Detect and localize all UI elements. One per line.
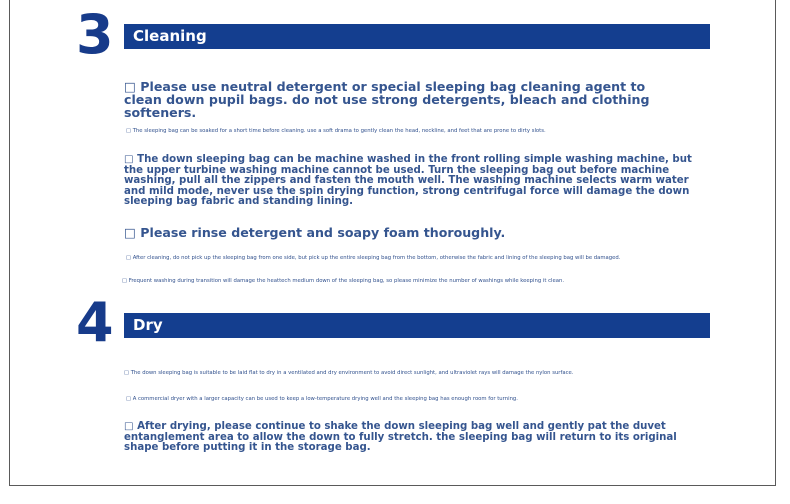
cleaning-item-pickup: □ After cleaning, do not pick up the sleeping bag from one side, but pick up the entire sleeping bag from the bottom, otherwise the fabric and lining of the sleeping bag will be damaged. bbox=[126, 255, 621, 261]
cleaning-item-machine-wash: □ The down sleeping bag can be machine washed in the front rolling simple washing machine, but the upper turbine washing machine cannot be used. Turn the sleeping bag out before machine washing, pull all the zippers and fasten the mouth well. The washing machine selects warm water and mild mode, never use the spin drying function, strong centrifugal force will damage the down sleeping bag fabric and standing lining. bbox=[124, 154, 692, 208]
section-number-3: 3 bbox=[76, 3, 114, 66]
dry-item-dryer: □ A commercial dryer with a larger capacity can be used to keep a low-temperature drying well and the sleeping bag has enough room for turning. bbox=[126, 396, 518, 402]
dry-item-flat: □ The down sleeping bag is suitable to be laid flat to dry in a ventilated and dry environment to avoid direct sunlight, and ultraviolet rays will damage the nylon surface. bbox=[124, 370, 574, 376]
section-number-4: 4 bbox=[76, 291, 114, 354]
document-frame bbox=[9, 0, 776, 486]
cleaning-item-soak: □ The sleeping bag can be soaked for a short time before cleaning. use a soft drama to gently clean the head, neckline, and feet that are prone to dirty slots. bbox=[126, 128, 546, 134]
section-header-cleaning: Cleaning bbox=[124, 24, 710, 49]
cleaning-item-rinse: □ Please rinse detergent and soapy foam thoroughly. bbox=[124, 225, 506, 240]
dry-item-shake: □ After drying, please continue to shake the down sleeping bag well and gently pat the duvet entanglement area to allow the down to fully stretch. the sleeping bag will return to its original shape before putting it in the storage bag. bbox=[124, 421, 677, 454]
section-header-dry: Dry bbox=[124, 313, 710, 338]
cleaning-item-frequency: □ Frequent washing during transition will damage the heattech medium down of the sleeping bag, so please minimize the number of washings while keeping it clean. bbox=[122, 278, 565, 284]
cleaning-item-detergent: □ Please use neutral detergent or special sleeping bag cleaning agent to clean down pupil bags. do not use strong detergents, bleach and clothing softeners. bbox=[124, 79, 650, 120]
